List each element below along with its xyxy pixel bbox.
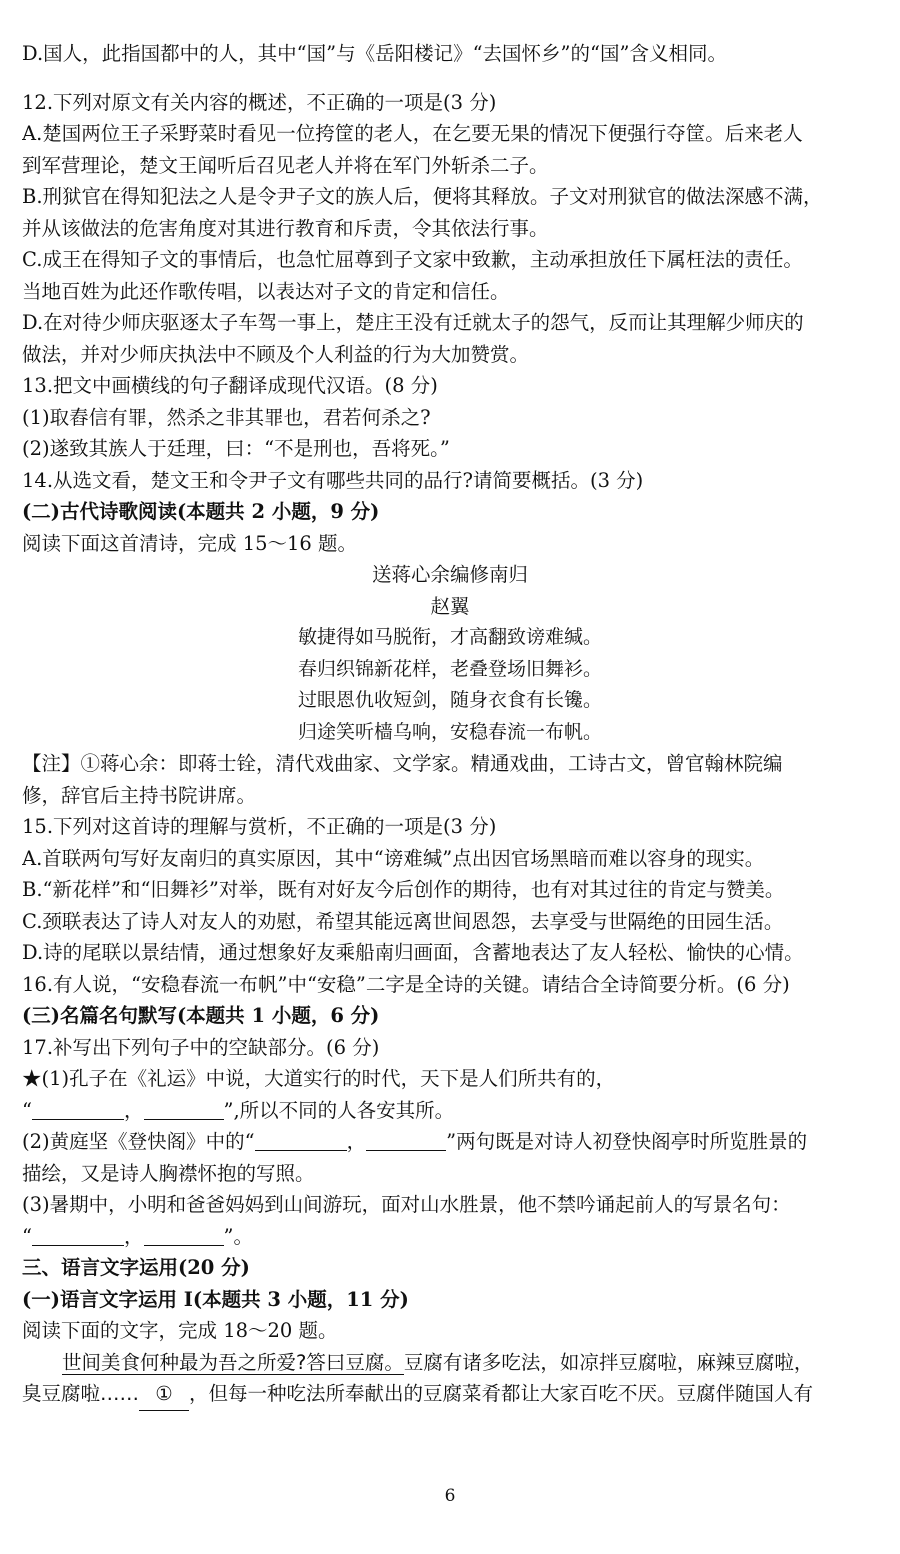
option-d-q12: D.在对待少师庆驱逐太子车驾一事上，楚庄王没有迁就太子的怨气，反而让其理解少师庆的 [22,311,804,334]
fill-blank [32,1227,124,1246]
fill-blank [255,1132,347,1151]
option-d-q15: D.诗的尾联以景结情，通过想象好友乘船南归画面，含蓄地表达了友人轻松、愉快的心情。 [22,941,804,964]
question-17-item-3: (3)暑期中，小明和爸爸妈妈到山间游玩，面对山水胜景，他不禁吟诵起前人的写景名句： [22,1193,791,1216]
section-heading-dictation: (三)名篇名句默写(本题共 1 小题，6 分) [22,1004,380,1027]
question-13-item-2: (2)遂致其族人于廷理，曰：“不是刑也，吾将死。” [22,437,450,460]
question-15: 15.下列对这首诗的理解与赏析，不正确的一项是(3 分) [22,815,497,838]
question-12: 12.下列对原文有关内容的概述，不正确的一项是(3 分) [22,90,497,114]
option-d-q12-cont: 做法，并对少师庆执法中不顾及个人利益的行为大加赞赏。 [22,342,530,366]
question-17-item-2: (2)黄庭坚《登快阁》中的“ ， ”两句既是对诗人初登快阁亭时所览胜景的 [22,1130,808,1153]
passage-line-2: 臭豆腐啦…… ① ，但每一种吃法所奉献出的豆腐菜肴都让大家百吃不厌。豆腐伴随国人有 [22,1378,878,1411]
option-b-q12: B.刑狱官在得知犯法之人是令尹子文的族人后，便将其释放。子文对刑狱官的做法深感不满， [22,185,823,208]
fill-blank [32,1101,124,1120]
question-14: 14.从选文看，楚文王和令尹子文有哪些共同的品行?请简要概括。(3 分) [22,468,644,492]
fill-blank [144,1227,224,1246]
poem-note-cont: 修，辞官后主持书院讲席。 [22,783,257,807]
poetry-instruction: 阅读下面这首清诗，完成 15～16 题。 [22,531,358,555]
poem-note: 【注】①蒋心余：即蒋士铨，清代戏曲家、文学家。精通戏曲，工诗古文，曾官翰林院编 [22,752,783,775]
poem-line-4: 归途笑听樯乌响，安稳春流一布帆。 [297,720,602,743]
document-page [22,38,878,1411]
poem-author: 赵翼 [430,594,470,618]
fill-blank [366,1132,446,1151]
option-b-q15: B.“新花样”和“旧舞衫”对举，既有对好友今后创作的期待，也有对其过往的肯定与赞美。 [22,878,785,901]
question-16: 16.有人说，“安稳春流一布帆”中“安稳”二字是全诗的关键。请结合全诗简要分析。(6 分) [22,972,790,996]
section-heading-language: 三、语言文字运用(20 分) [22,1256,250,1279]
poem-line-3: 过眼恩仇收短剑，随身衣食有长镵。 [297,689,602,711]
passage-line-1: 世间美食何种最为吾之所爱?答曰豆腐。豆腐有诸多吃法，如凉拌豆腐啦，麻辣豆腐啦， [62,1350,814,1374]
poem-line-2: 春归织锦新花样，老叠登场旧舞衫。 [297,657,602,680]
option-c-q12: C.成王在得知子文的事情后，也急忙屈尊到子文家中致歉，主动承担放任下属枉法的责任。 [22,248,803,271]
poem-title: 送蒋心余编修南归 [371,563,528,586]
option-a-q12-cont: 到军营理论，楚文王闻听后召见老人并将在军门外斩杀二子。 [22,153,549,177]
subsection-heading-language-1: (一)语言文字运用 I(本题共 3 小题，11 分) [22,1287,409,1311]
question-13-item-1: (1)取舂信有罪，然杀之非其罪也，君若何杀之? [22,405,431,429]
poem-line-1: 敏捷得如马脱衔，才高翻致谤难缄。 [297,626,602,648]
question-17-item-1: ★(1)孔子在《礼运》中说，大道实行的时代，天下是人们所共有的， [22,1067,616,1090]
option-a-q12: A.楚国两位王子采野菜时看见一位挎筐的老人，在乞要无果的情况下便强行夺筐。后来老人 [22,122,803,145]
question-17: 17.补写出下列句子中的空缺部分。(6 分) [22,1035,380,1059]
option-c-q15: C.颈联表达了诗人对友人的劝慰，希望其能远离世间恩怨，去享受与世隔绝的田园生活。 [22,909,784,933]
language-instruction: 阅读下面的文字，完成 18～20 题。 [22,1319,338,1342]
question-17-item-2-cont: 描绘，又是诗人胸襟怀抱的写照。 [22,1161,315,1185]
fill-blank [144,1101,224,1120]
option-a-q15: A.首联两句写好友南归的真实原因，其中“谤难缄”点出因官场黑暗而难以容身的现实。 [22,846,765,870]
question-17-item-3-blanks: “ ， ”。 [22,1224,253,1248]
page-number: 6 [444,1486,456,1506]
section-heading-poetry: (二)古代诗歌阅读(本题共 2 小题，9 分) [22,500,380,523]
underlined-sentence: 世间美食何种最为吾之所爱?答曰豆腐。 [62,1350,404,1374]
option-c-q12-cont: 当地百姓为此还作歌传唱，以表达对子文的肯定和信任。 [22,279,510,303]
numbered-blank: ① [139,1378,189,1411]
question-13: 13.把文中画横线的句子翻译成现代汉语。(8 分) [22,374,438,397]
question-17-item-1-blanks: “ ， ”,所以不同的人各安其所。 [22,1098,455,1122]
option-b-q12-cont: 并从该做法的危害角度对其进行教育和斥责，令其依法行事。 [22,216,549,240]
option-d-q11: D.国人，此指国都中的人，其中“国”与《岳阳楼记》“去国怀乡”的“国”含义相同。 [22,42,727,65]
